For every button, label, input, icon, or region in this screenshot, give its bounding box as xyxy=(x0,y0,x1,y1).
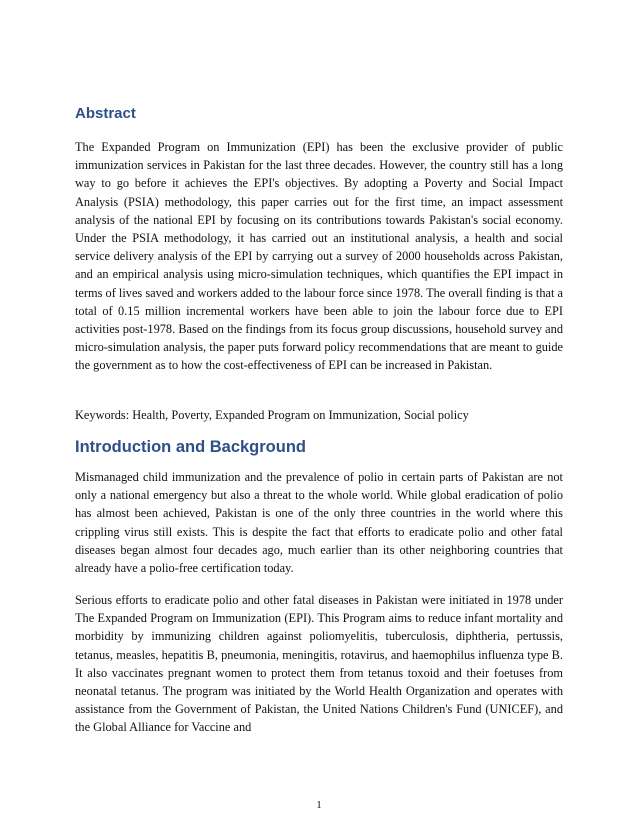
abstract-heading: Abstract xyxy=(75,105,136,122)
keywords-line: Keywords: Health, Poverty, Expanded Program on Immunization, Social policy xyxy=(75,408,469,422)
introduction-heading: Introduction and Background xyxy=(75,438,306,456)
introduction-paragraph-2: Serious efforts to eradicate polio and other fatal diseases in Pakistan were initiated in 1978 under The Expanded Program on Immunization (EPI). This Program aims to reduce infant mortality and morbidity by immunizing children against poliomyelitis, tuberculosis, diphtheria, pertussis, tetanus, measles, hepatitis B, pneumonia, meningitis, rotavirus, and haemophilus influenza type B. It also vaccinates pregnant women to protect them from tetanus toxoid and their foetuses from neonatal tetanus. The program was initiated by the World Health Organization and operates with assistance from the Government of Pakistan, the United Nations Children's Fund (UNICEF), and the Global Alliance for Vaccine and xyxy=(75,593,563,735)
page-number: 1 xyxy=(316,799,322,811)
introduction-paragraph-1: Mismanaged child immunization and the prevalence of polio in certain parts of Pakistan are not only a national emergency but also a threat to the whole world. While global eradication of polio has almost been achieved, Pakistan is one of the only three countries in the world where this crippling virus still exists. This is despite the fact that efforts to eradicate polio and other fatal diseases began almost four decades ago, much earlier than its other neighboring countries that already have a polio-free certification today. xyxy=(75,470,563,576)
abstract-paragraph: The Expanded Program on Immunization (EPI) has been the exclusive provider of public immunization services in Pakistan for the last three decades. However, the country still has a long way to go before it achieves the EPI's objectives. By adopting a Poverty and Social Impact Analysis (PSIA) methodology, this paper carries out for the first time, an impact assessment analysis of the national EPI by focusing on its contributions towards Pakistan's social economy. Under the PSIA methodology, it has carried out an institutional analysis, a health and social service delivery analysis of the EPI by carrying out a survey of 2000 households across Pakistan, and an empirical analysis using micro-simulation techniques, which quantifies the EPI impact in terms of lives saved and workers added to the labour force since 1978. The overall finding is that a total of 0.15 million incremental workers have been able to join the labour force due to EPI activities post-1978. Based on the findings from its focus group discussions, household survey and micro-simulation analysis, the paper puts forward policy recommendations that are meant to guide the government as to how the cost-effectiveness of EPI can be increased in Pakistan. xyxy=(75,140,563,373)
